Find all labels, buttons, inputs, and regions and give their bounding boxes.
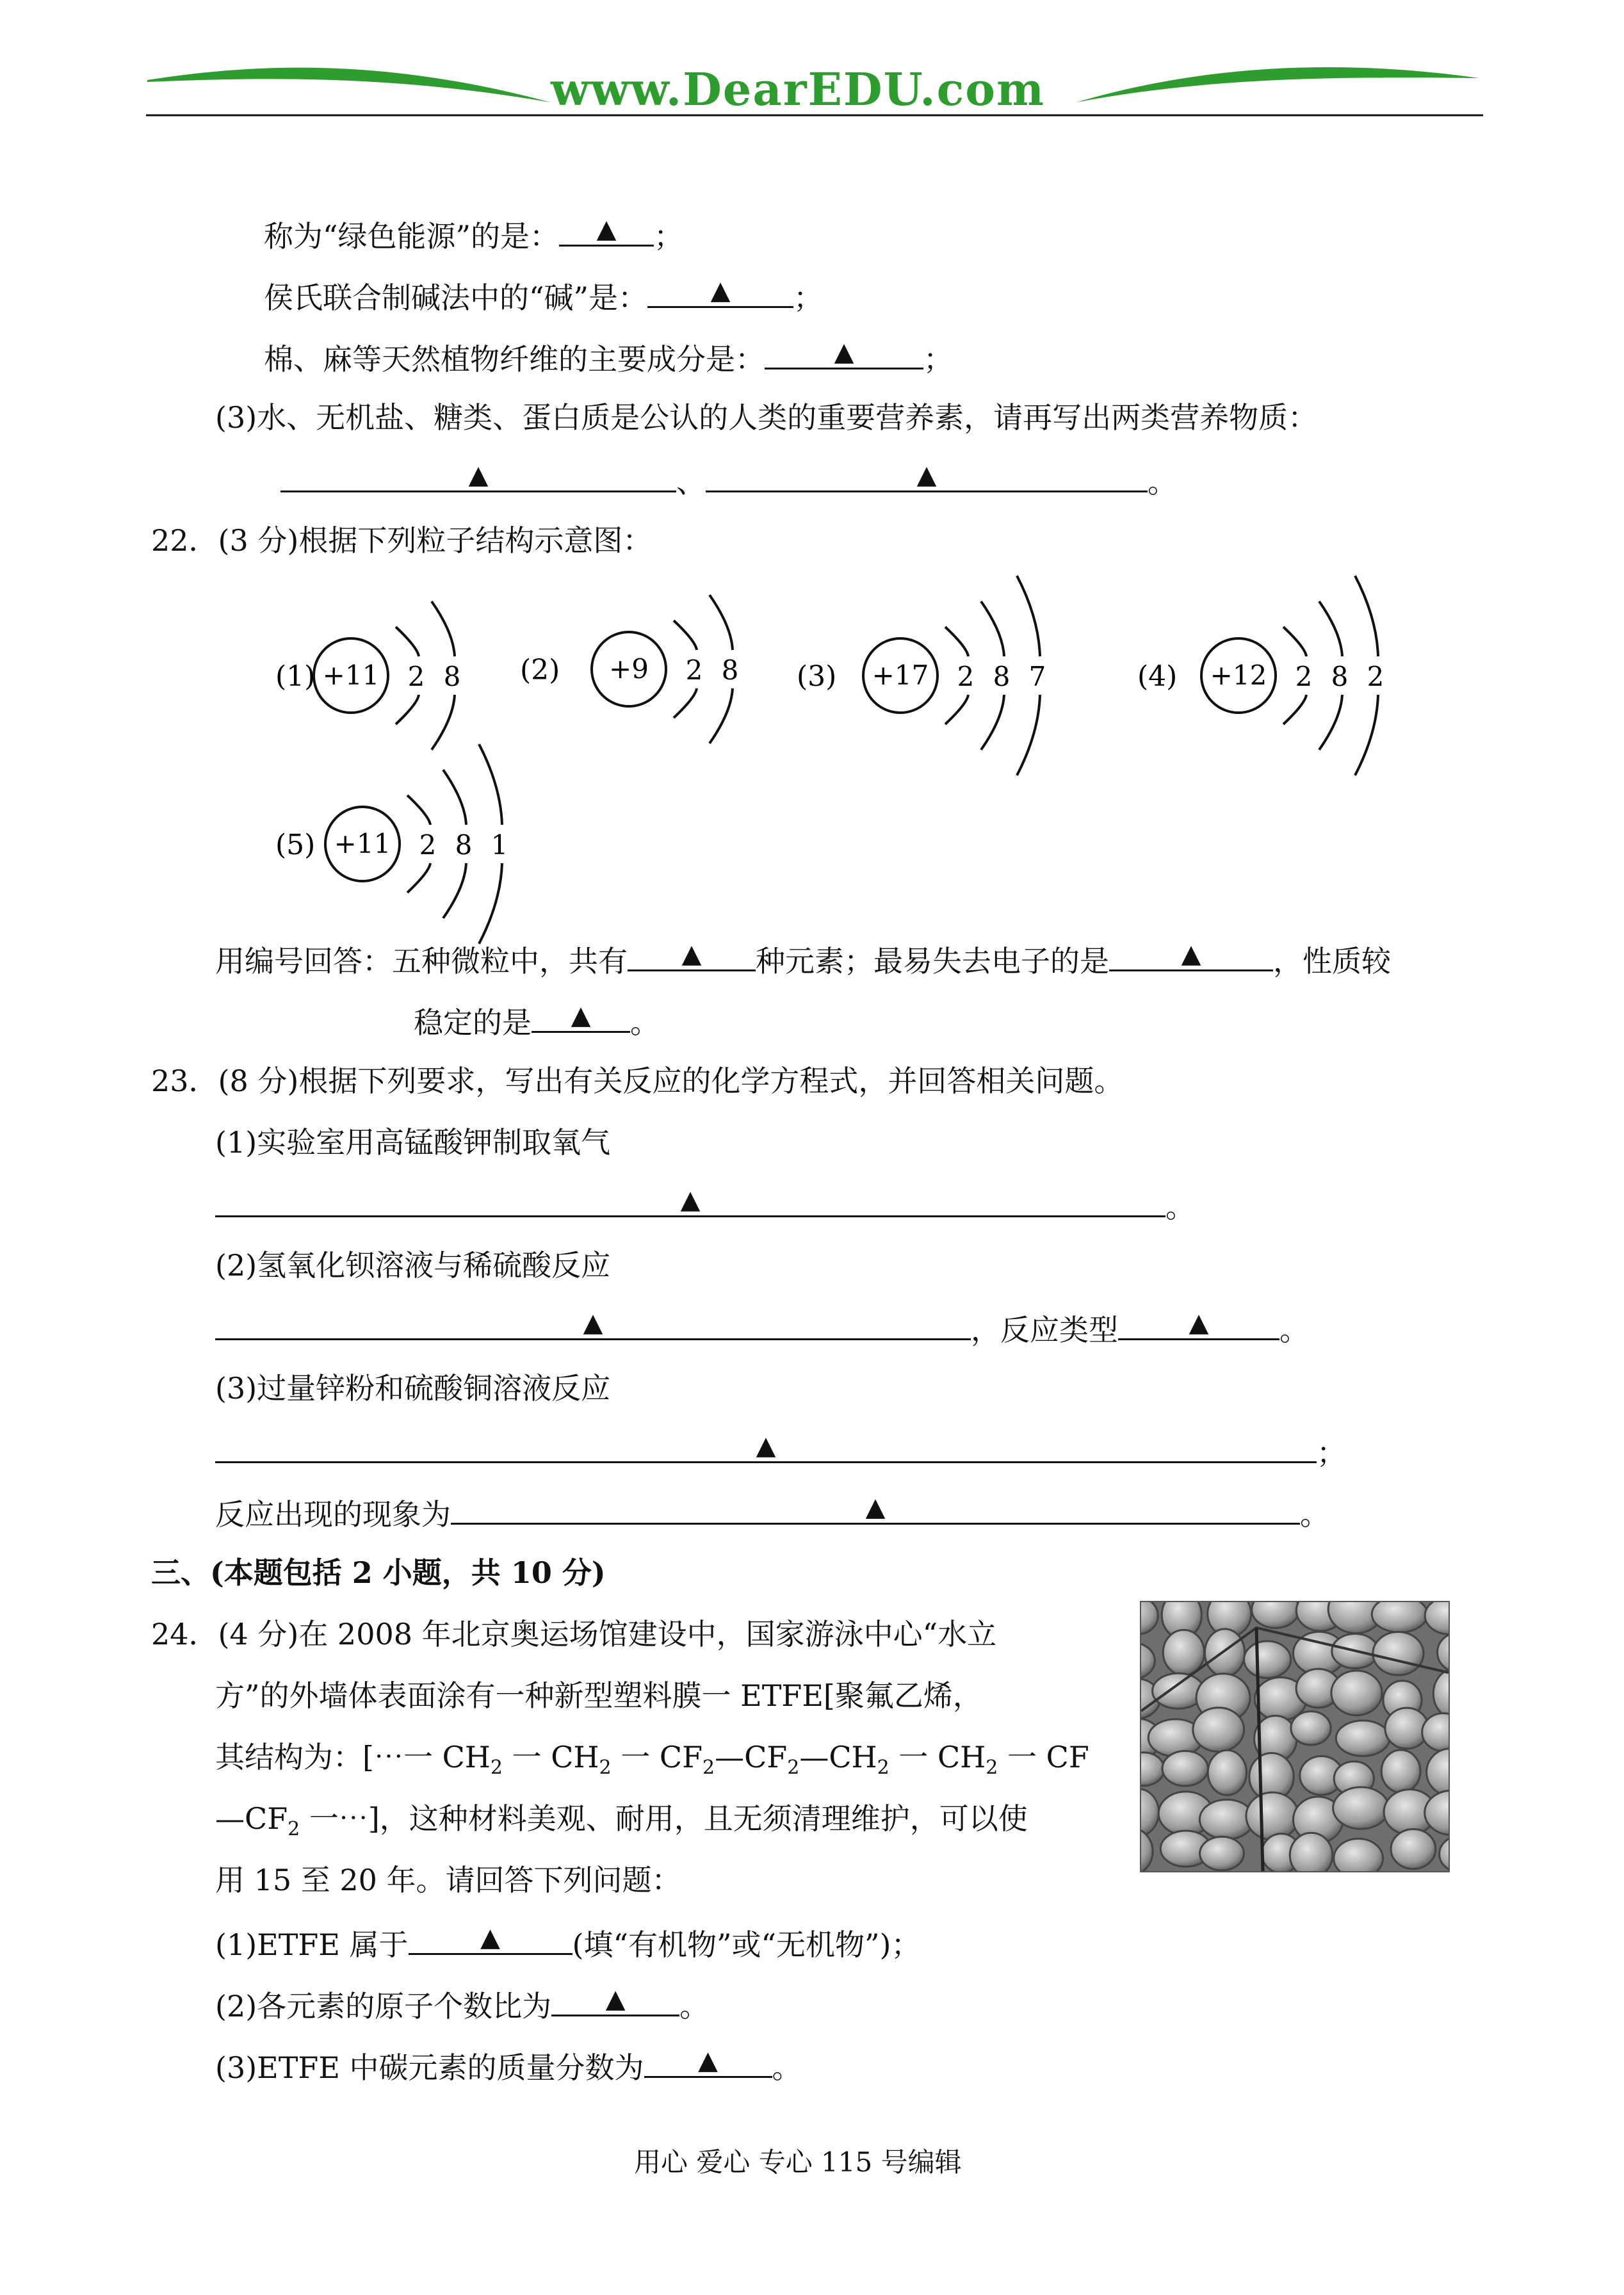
answer-blank[interactable]: ▲ [628,939,756,971]
shell-electron-count: 2 [407,661,425,692]
q24-part1: (1)ETFE 属于 ▲ (填“有机物”或“无机物”)； [215,1923,921,1962]
photo-bubble [1391,1829,1436,1869]
shell-electron-count: 8 [1331,661,1349,692]
q21-sub3: (3)水、无机盐、糖类、蛋白质是公认的人类的重要营养素，请再写出两类营养物质： [215,400,1318,435]
atom-label: (2) [520,654,560,686]
q23-part3-phenomenon: 反应出现的现象为 ▲ 。 [215,1493,1329,1532]
header-swoosh-right [1076,67,1479,102]
q24-part3: (3)ETFE 中碳元素的质量分数为 ▲ 。 [215,2046,802,2085]
electron-shell-arc [1017,695,1040,775]
shell-electron-count: 2 [957,661,975,692]
water-cube-photo [1140,1601,1450,1872]
atom-diagram [275,744,508,944]
electron-shell-arc [1355,576,1378,656]
electron-shell-arc [1283,695,1306,724]
shell-electron-count: 8 [993,661,1011,692]
q21-sub3-answers: ▲ 、 ▲ 。 [280,460,1177,501]
electron-shell-arc [1355,695,1378,775]
photo-bubble [1333,1787,1389,1829]
section-3-title: 三、(本题包括 2 小题，共 10 分) [151,1555,606,1590]
q24-line5: 用 15 至 20 年。请回答下列问题： [215,1863,681,1897]
electron-shell-arc [981,601,1004,656]
answer-blank[interactable]: ▲ [1118,1308,1279,1340]
photo-bubble [1373,1632,1424,1675]
answer-blank[interactable]: ▲ [559,214,654,247]
electron-shell-arc [432,695,455,750]
photo-bubble [1246,1792,1299,1840]
shell-electron-count: 8 [443,661,461,692]
shell-electron-count: 2 [1295,661,1313,692]
q23-stem: 23．(8 分)根据下列要求，写出有关反应的化学方程式，并回答相关问题。 [151,1064,1124,1098]
answer-line[interactable]: ▲ [215,1308,971,1340]
page-footer: 用心 爱心 专心 115 号编辑 [634,2146,962,2178]
photo-bubble [1205,1629,1244,1676]
photo-bubble [1193,1708,1244,1752]
shell-electron-count: 8 [721,654,739,686]
electron-shell-arc [443,863,466,918]
photo-bubble [1336,1721,1390,1756]
electron-shell-arc [945,695,968,724]
photo-bubble [1163,1630,1204,1675]
photo-bubble [1372,1602,1427,1632]
nucleus-circle [1201,638,1276,713]
q21-line-green-energy: 称为“绿色能源”的是： ▲ ； [264,215,684,254]
answer-line[interactable]: ▲ [215,1185,1165,1217]
q23-part3: (3)过量锌粉和硫酸铜溶液反应 [215,1371,611,1406]
photo-bubble [1381,1750,1420,1792]
answer-blank[interactable]: ▲ [647,275,793,308]
electron-shell-arc [479,744,502,825]
nucleus-circle [592,632,666,706]
photo-bubble [1334,1838,1383,1871]
nucleus-charge: +17 [872,660,929,691]
electron-shell-arc [945,627,968,656]
nucleus-charge: +12 [1210,660,1267,691]
atom-label: (4) [1137,660,1178,693]
electron-shell-arc [1017,576,1040,656]
nucleus-circle [863,638,938,713]
nucleus-circle [325,807,400,881]
atom-label: (3) [797,660,837,693]
nucleus-charge: +9 [609,653,649,685]
q21-line-alkali: 侯氏联合制碱法中的“碱”是： ▲ ； [264,276,824,315]
header-swoosh-left [147,68,551,102]
answer-blank[interactable]: ▲ [551,1984,679,2016]
electron-shell-arc [1319,601,1342,656]
atom-diagram [520,595,738,743]
answer-blank[interactable]: ▲ [409,1922,572,1955]
electron-shell-arc [396,695,419,724]
q22-answer-line1: 用编号回答：五种微粒中，共有 ▲ 种元素；最易失去电子的是 ▲ ，性质较 [215,939,1391,978]
shell-electron-count: 2 [685,654,703,686]
q24-line2: 方”的外墙体表面涂有一种新型塑料膜一 ETFE[聚氟乙烯， [215,1678,982,1713]
answer-line[interactable]: ▲ [215,1431,1317,1463]
electron-shell-arc [432,601,455,656]
photo-bubble [1244,1641,1291,1678]
shell-electron-count: 8 [455,829,473,861]
atom-label: (1) [275,660,316,693]
electron-shell-arc [674,620,697,650]
atom-layer [275,576,1384,944]
electron-shell-arc [407,795,430,825]
atom-diagram [1137,576,1384,775]
shell-electron-count: 2 [1367,661,1384,692]
electron-shell-arc [674,688,697,718]
answer-blank[interactable]: ▲ [532,1000,630,1033]
q23-part2-answer: ▲ ，反应类型 ▲ 。 [215,1308,1309,1349]
answer-blank[interactable]: ▲ [644,2045,772,2078]
q24-structure-line: 其结构为：[⋯一 $CH_2$ 一 $CH_2$ 一 $CF_2—CF_2—CH_2$ 一 $CH_2$ 一 CF [215,1740,1089,1780]
shell-electron-count: 1 [491,829,508,861]
electron-shell-arc [396,627,419,656]
nucleus-charge: +11 [334,828,391,859]
photo-bubble [1331,1671,1382,1715]
q23-part1: (1)实验室用高锰酸钾制取氧气 [215,1125,611,1160]
q24-line1: 24．(4 分)在 2008 年北京奥运场馆建设中，国家游泳中心“水立 [151,1617,997,1651]
water-cube-photo-graphic [1141,1602,1449,1871]
answer-line[interactable]: ▲ [451,1492,1300,1525]
electron-shell-arc [1283,627,1306,656]
electron-shell-arc [407,863,430,893]
electron-shell-arc [710,595,733,650]
q22-stem: 22．(3 分)根据下列粒子结构示意图： [151,523,653,558]
photo-bubble [1291,1711,1331,1745]
q21-line-fiber: 棉、麻等天然植物纤维的主要成分是： ▲ ； [264,337,953,377]
shell-electron-count: 7 [1028,661,1046,692]
nucleus-circle [314,638,388,713]
answer-blank[interactable]: ▲ [706,460,1148,492]
electron-shell-arc [981,695,1004,750]
q24-part2: (2)各元素的原子个数比为 ▲ 。 [215,1984,710,2023]
photo-bubble [1290,1833,1333,1871]
q22-answer-line2: 稳定的是 ▲ 。 [414,1001,660,1040]
answer-blank[interactable]: ▲ [280,460,676,492]
answer-blank[interactable]: ▲ [765,337,923,369]
shell-electron-count: 2 [419,829,437,861]
q23-part3-answer: ▲ ； [215,1431,1346,1472]
q23-part1-answer: ▲ 。 [215,1185,1195,1226]
atom-label: (5) [275,829,316,861]
electron-shell-arc [443,770,466,825]
q24-line4: $—CF_2$ 一⋯]，这种材料美观、耐用，且无须清理维护，可以使 [215,1801,1028,1841]
answer-blank[interactable]: ▲ [1109,939,1273,971]
electron-shell-arc [479,863,502,944]
header-site-logo[interactable]: www.DearEDU.com [551,63,1046,116]
photo-bubble [1162,1751,1208,1786]
nucleus-charge: +11 [322,660,380,691]
electron-shell-arc [1319,695,1342,750]
photo-bubble [1208,1750,1246,1795]
q23-part2: (2)氢氧化钡溶液与稀硫酸反应 [215,1248,611,1283]
atom-diagram [797,576,1046,775]
photo-bubble [1200,1837,1244,1870]
electron-shell-arc [710,688,733,743]
atom-diagram [275,601,460,750]
